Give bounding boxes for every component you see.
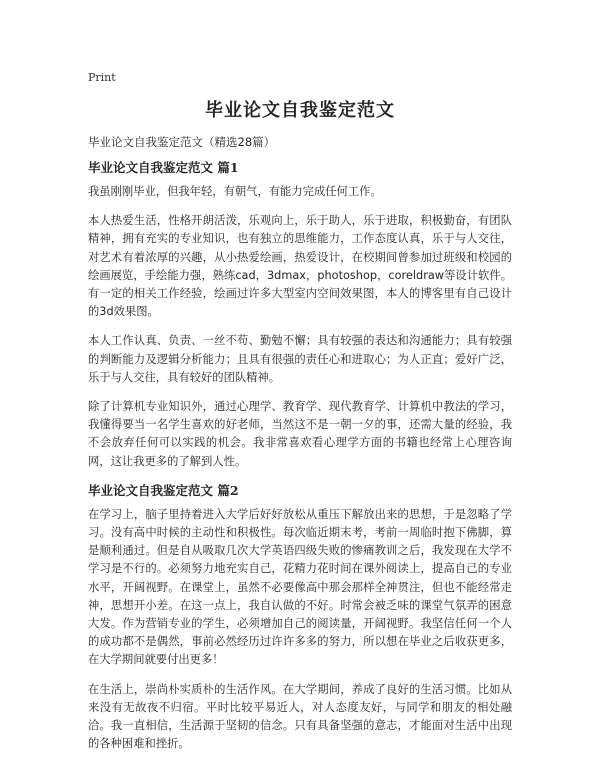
document-title: 毕业论文自我鉴定范文 (205, 100, 395, 121)
print-link[interactable]: Print (88, 71, 116, 84)
paragraph: 我虽刚刚毕业，但我年轻，有朝气，有能力完成任何工作。 (88, 185, 382, 198)
section-heading-1: 毕业论文自我鉴定范文 篇1 (88, 160, 239, 175)
document-subtitle: 毕业论文自我鉴定范文（精选28篇） (88, 135, 276, 149)
paragraph: 除了计算机专业知识外，通过心理学、教育学、现代教育学、计算机中教法的学习，我懂得要当一名学生喜欢的好老师，当然这不是一朝一夕的事，还需大量的经验，我不会放弃任何可以实践的机会。我非常喜欢看心理学方面的书籍也经常上心理咨询网，这让我更多的了解到人性。 (88, 400, 512, 468)
paragraph: 在生活上，崇尚朴实质朴的生活作风。在大学期间，养成了良好的生活习惯。比如从来没有无故夜不归宿。平时比较平易近人，对人态度友好，与同学和朋友的相处融洽。我一直相信，生活源于坚韧的信念。只有具备坚强的意志，才能面对生活中出现的各种困难和挫折。 (88, 682, 512, 751)
section-heading-2: 毕业论文自我鉴定范文 篇2 (88, 482, 239, 498)
paragraph: 本人热爱生活，性格开朗活泼，乐观向上，乐于助人，乐于进取，积极勤奋，有团队精神，拥有充实的专业知识，也有独立的思维能力，工作态度认真，乐于与人交往，对艺术有着浓厚的兴趣，从小热爱绘画，热爱设计，在校期间曾参加过班级和校园的绘画展览，手绘能力强，熟练cad，3dmax，photoshop，coreldraw等设计软件。有一定的相关工作经验，绘画过许多大型室内空间效果图，本人的博客里有自己设计的3d效果图。 (88, 214, 512, 319)
paragraph: 在学习上，脑子里持着进入大学后好好放松从重压下解放出来的思想，于是忽略了学习。没有高中时候的主动性和积极性。每次临近期末考，考前一周临时抱下佛脚，算是顺利通过。但是自从吸取几次大学英语四级失败的惨痛教训之后，我发现在大学不学习是不行的。必须努力地充实自己，花精力花时间在课外阅读上，提高自己的专业水平，开阔视野。在课堂上，虽然不必要像高中那会那样全神贯注，但也不能经常走神，思想开小差。在这一点上，我自认做的不好。时常会被乏味的课堂气氛弄的困意大发。作为营销专业的学生，必须增加自己的阅读量，开阔视野。我坚信任何一个人的成功都不是偶然，事前必然经历过许许多多的努力，所以想在毕业之后收获更多，在大学期间就要付出更多！ (88, 507, 512, 667)
paragraph: 本人工作认真、负责、一丝不苟、勤勉不懈；具有较强的表达和沟通能力；具有较强的判断能力及逻辑分析能力；且具有很强的责任心和进取心；为人正直；爱好广泛，乐于与人交往，具有较好的团队精神。 (88, 334, 512, 384)
